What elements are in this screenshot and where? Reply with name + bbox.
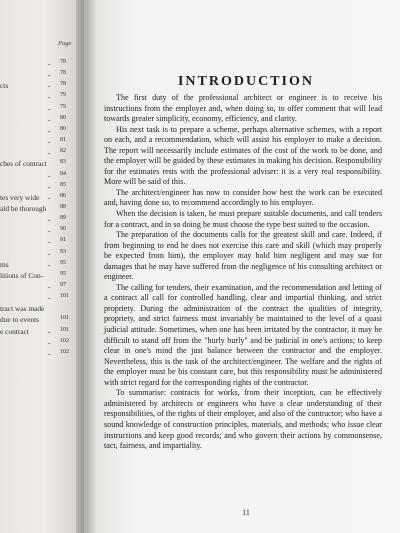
paragraph: When the decision is taken, he must prepare suitable documents, and call tenders for a contract, and in so doing he must choose the type best suited to the occasion. [104, 209, 382, 229]
toc-leader: - [48, 125, 51, 135]
page-column-header: Page [58, 40, 72, 47]
toc-row [0, 271, 84, 282]
toc-page-number: 82 [60, 148, 66, 155]
toc-entry-text: ches of contract [0, 159, 47, 169]
toc-row [0, 315, 84, 326]
toc-page-number: 79 [60, 103, 66, 110]
toc-row [0, 327, 84, 338]
toc-row [0, 115, 84, 126]
toc-leader: - [48, 282, 51, 291]
toc-leader: - [48, 70, 51, 80]
toc-row [0, 237, 84, 248]
toc-row [0, 81, 84, 92]
toc-entry-text: due to events [0, 315, 39, 325]
toc-leader: - [48, 59, 51, 68]
toc-leader: - [48, 92, 51, 102]
paragraph: The calling for tenders, their examination, and the recommendation and letting of a contract all call for controlled handling, clear and impartial thinking, and strict propriety. During the administration of the contract the qualities of integrity, propriety, and strict fairness must invariably be maintained to the level of a quasi judicial attitude. Sometimes, when one has been irritated by the contractor, it may be difficult to stand off from the "hurly burly" and be judicial in one's actions; to keep clear in one's mind the just balance between the contractor and the employer. Nevertheless, this is the task of the architect/engineer. The welfare and the rights of the employer must be his constant care, but this responsibility must be administered with strict regard for the corresponding rights of the contractor. [104, 282, 382, 387]
body-text [104, 93, 382, 452]
toc-page-number: 79 [60, 92, 66, 99]
toc-row [0, 59, 84, 70]
toc-leader: - [48, 103, 51, 113]
toc-entry-text: tract was made [0, 304, 45, 314]
toc-entry-text: ald be thorough [0, 203, 47, 213]
toc-leader: - [48, 215, 51, 225]
toc-leader: - [48, 181, 51, 191]
toc-row [0, 92, 84, 103]
toc-entry-text: e contract [0, 326, 29, 336]
toc-leader: - [48, 248, 51, 258]
toc-row [0, 260, 84, 271]
toc-leader: - [48, 237, 51, 247]
toc-row [0, 249, 84, 260]
toc-leader: - [48, 137, 51, 147]
toc-row [0, 349, 84, 360]
toc-leader: - [48, 192, 51, 202]
toc-row [0, 70, 84, 81]
toc-row [0, 215, 84, 226]
toc-page-number: 81 [60, 137, 66, 144]
toc-page-number: 101 [60, 326, 69, 333]
toc-entry-text: ms [0, 259, 9, 269]
toc-page-number: 95 [60, 270, 66, 277]
toc-row [0, 137, 84, 148]
toc-entry-text: tes very wide [0, 192, 40, 202]
toc-leader: - [48, 81, 51, 91]
toc-row [0, 159, 84, 170]
toc-entry-text: cts [0, 81, 9, 91]
toc-row [0, 148, 84, 159]
paragraph: His next task is to prepare a scheme, perhaps alternative schemes, with a report on each, and a recommendation, which will assist his employer to make a decision. The report will necessarily include estimates of the cost of the work to be done, and the employer will be guided by these estimates in making his decision. Responsibility for the estimates rests with the professional adviser: it is a very real responsibility. More will be said of this. [104, 124, 382, 187]
toc-entry-text: litions of Con- [0, 270, 44, 280]
toc-page-number: 89 [60, 215, 66, 222]
toc-page-number: 80 [60, 125, 66, 132]
toc-page-number: 91 [60, 237, 66, 244]
toc-page-number: 88 [60, 203, 66, 210]
toc-page-number: 83 [60, 159, 66, 166]
toc-leader: - [48, 114, 51, 124]
toc-page-number: 78 [60, 81, 66, 88]
toc-page-number: 102 [60, 337, 69, 344]
toc-page-number: 85 [60, 181, 66, 188]
paragraph: The first duty of the professional architect or engineer is to receive his instructions from the employer and, when doing so, to offer comment that will lead towards greater simplicity, economy, efficiency, and clarity. [104, 93, 382, 124]
toc-row [0, 226, 84, 237]
toc-page-number: 93 [60, 248, 66, 255]
toc-row [0, 126, 84, 137]
toc-leader: - [48, 226, 51, 236]
toc-leader: - [48, 148, 51, 158]
toc-page-number: 95 [60, 259, 66, 266]
previous-page [0, 0, 84, 533]
toc-page-number: 80 [60, 114, 66, 121]
toc-page-number: 78 [60, 70, 66, 77]
toc-row [0, 338, 84, 349]
toc-page-number: 102 [60, 348, 69, 355]
toc-page-number: 84 [60, 170, 66, 177]
toc-row [0, 204, 84, 215]
toc-row [0, 171, 84, 182]
toc-row [0, 304, 84, 315]
page-number: 11 [242, 508, 250, 517]
toc-leader: - [48, 348, 51, 358]
chapter-title: INTRODUCTION [177, 74, 314, 89]
toc-leader: - [48, 259, 51, 269]
toc-leader: - [48, 170, 51, 180]
toc-row [0, 282, 84, 293]
toc-leader: - [48, 337, 51, 347]
toc-row [0, 104, 84, 115]
paragraph: To summarise: contracts for works, from their inception, can be effectively administered by architects or engineers who have a clear understanding of their responsibilities, of the rights of their employer, and also of the contractor; who have a sound knowledge of construction principles, materials, and methods; who issue clear instructions and keep good records; and who govern their actions by commonsense, tact, fairness, and impartiality. [104, 388, 382, 451]
toc-leader: - [48, 293, 51, 303]
toc-page-number: 101 [60, 315, 69, 322]
paragraph: The architect/engineer has now to consider how best the work can be executed and, having done so, to recommend accordingly to his employer. [104, 187, 382, 208]
toc-row [0, 193, 84, 204]
toc-row [0, 182, 84, 193]
current-page [96, 0, 400, 533]
toc-leader: - [48, 326, 51, 336]
toc-page-number: 78 [60, 59, 66, 65]
toc-page-number: 97 [60, 282, 66, 288]
paragraph: The preparation of the documents calls for the greatest skill and care. Indeed, if from beginning to end he does not exercise this care and skill (which may properly be expected from him), the employer may hold him negligent and may sue for damages that he may have suffered from the negligence of his consulting architect or engineer. [104, 230, 382, 282]
toc-row [0, 293, 84, 304]
toc-page-number: 101 [60, 293, 69, 300]
toc-page-number: 86 [60, 192, 66, 199]
toc-page-number: 90 [60, 226, 66, 233]
